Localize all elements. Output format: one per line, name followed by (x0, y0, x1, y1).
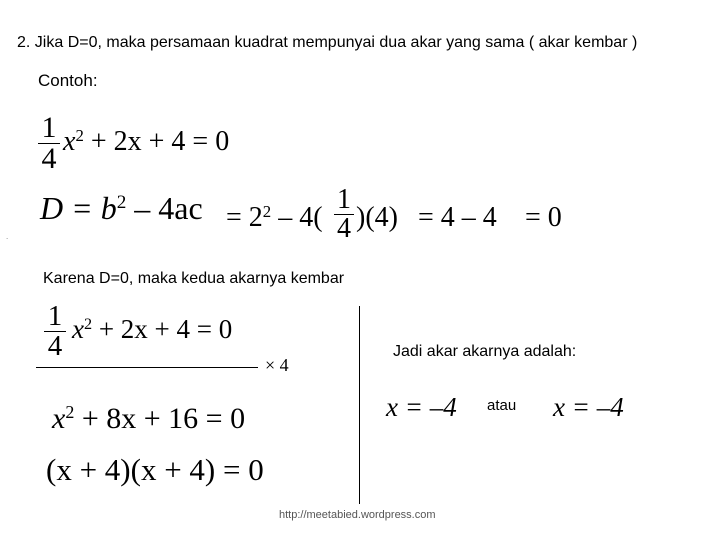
footer-url: http://meetabied.wordpress.com (279, 509, 436, 521)
root-1: x = –4 (386, 392, 457, 422)
example-label: Contoh: (38, 71, 98, 90)
vertical-divider (359, 306, 360, 504)
work-frac-numerator: 1 (47, 300, 63, 332)
example-exponent: 2 (75, 125, 84, 145)
example-variable: x (63, 126, 76, 157)
work-eq2-exponent: 2 (65, 402, 75, 423)
discriminant-lhs-rest: – 4ac (126, 190, 203, 226)
discriminant-step3: = 0 (525, 202, 562, 233)
work-eq2-rest: + 8x + 16 = 0 (74, 402, 246, 435)
example-rest: + 2x + 4 = 0 (83, 126, 230, 157)
multiplier: × 4 (265, 355, 289, 375)
work-frac-denominator: 4 (47, 330, 63, 362)
work-eq3: (x + 4)(x + 4) = 0 (46, 452, 264, 487)
discriminant-frac-numerator: 1 (337, 184, 351, 215)
conclusion-text: Karena D=0, maka kedua akarnya kembar (43, 270, 345, 287)
section-heading: 2. Jika D=0, maka persamaan kuadrat mempunyai dua akar yang sama ( akar kembar ) (17, 34, 638, 51)
stray-dot: . (6, 232, 9, 241)
roots-or: atau (487, 397, 517, 414)
work-exponent: 2 (83, 315, 93, 334)
work-eq1-rest: + 2x + 4 = 0 (92, 314, 233, 344)
roots-label: Jadi akar akarnya adalah: (393, 343, 577, 360)
multiply-rule-line (36, 367, 258, 368)
discriminant-step1-c: )(4) (356, 202, 398, 233)
discriminant-frac-denominator: 4 (337, 213, 351, 244)
root-2: x = –4 (553, 392, 624, 422)
discriminant-step1-a: = 2 (226, 202, 263, 233)
discriminant-lhs: D = b (40, 190, 117, 226)
work-eq2-variable: x (52, 402, 66, 435)
discriminant-step1-exponent: 2 (262, 201, 272, 221)
discriminant-step2: = 4 – 4 (418, 202, 497, 233)
discriminant-lhs-exponent: 2 (116, 192, 127, 214)
discriminant-step1-b: – 4( (271, 202, 323, 233)
work-variable: x (72, 314, 84, 344)
example-frac-denominator: 4 (41, 142, 57, 175)
example-frac-numerator: 1 (41, 111, 57, 144)
